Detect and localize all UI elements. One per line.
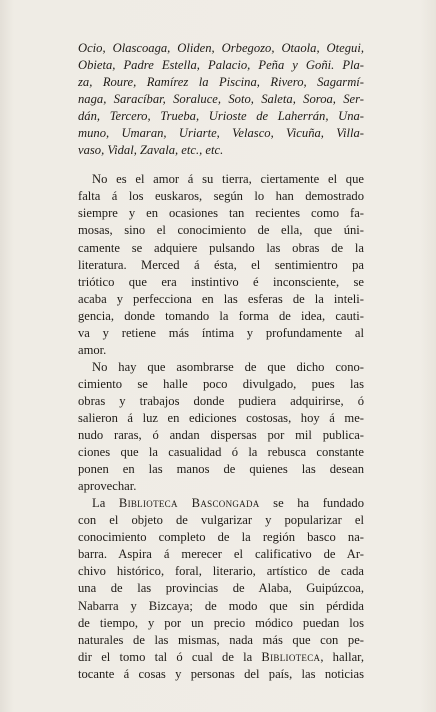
paragraph-line: salieron á luz en ediciones costosas, hoy á me-	[78, 410, 364, 425]
paragraph-line: No es el amor á su tierra, ciertamente el que	[92, 172, 364, 187]
author-list-line: Obieta, Padre Estella, Palacio, Peña y Goñi. Pla-	[78, 58, 364, 73]
paragraph-line: falta á los euskaros, según lo han demostrado	[78, 189, 364, 204]
paragraph-line: obras y trabajos donde pudiera adquirirse, ó	[78, 393, 364, 408]
paragraph-line: tocante á cosas y personas del país, las noticias	[78, 666, 364, 681]
paragraph-line: mosas, sino el conocimiento de ella, que úni-	[78, 223, 364, 238]
paragraph-line: aprovechar.	[78, 479, 137, 494]
paragraph-line: chivo histórico, foral, literario, artístico de cada	[78, 564, 364, 579]
paragraph-line: gencia, donde tomando la forma de idea, cauti-	[78, 308, 364, 323]
text-fragment: La	[92, 496, 119, 511]
paragraph-line: Nabarra y Bizcaya; de modo que sin pérdida	[78, 598, 364, 613]
paragraph-line: triótico que era instintivo é inconsciente, se	[78, 274, 364, 289]
paragraph-line: cimiento se halle poco divulgado, pues las	[78, 376, 364, 391]
series-title: Biblioteca Bascongada	[118, 496, 260, 511]
paragraph-line: camente se adquiere pulsando las obras de la	[78, 240, 364, 255]
paragraph-line: naturales de las mismas, nada más que con pe-	[78, 632, 364, 647]
author-list-line: muno, Umaran, Uriarte, Velasco, Vicuña, Villa-	[78, 126, 364, 141]
text-fragment: dir el tomo tal ó cual de la	[78, 649, 262, 664]
paragraph-line: siempre y en ocasiones tan recientes como fa-	[78, 206, 364, 221]
author-list-line: za, Roure, Ramírez la Piscina, Rivero, Sagarmí-	[78, 75, 364, 90]
paragraph-line-first	[78, 495, 364, 512]
author-list-line: vaso, Vidal, Zavala, etc., etc.	[78, 143, 224, 158]
paragraph-line: una de las provincias de Alaba, Guipúzcoa,	[78, 581, 364, 596]
paragraph-line: acaba y perfecciona en las esferas de la inteli-	[78, 291, 364, 306]
text-fragment: se ha fundado	[259, 496, 364, 511]
paragraph-line: No hay que asombrarse de que dicho cono-	[92, 359, 364, 374]
author-list-line: Ocio, Olascoaga, Oliden, Orbegozo, Otaola, Otegui,	[78, 41, 364, 55]
paragraph-2	[78, 359, 364, 495]
author-list-line: naga, Saracíbar, Soraluce, Soto, Saleta, Soroa, Ser-	[78, 92, 364, 107]
paragraph-line-penultimate	[78, 649, 364, 666]
paragraph-line: va y retiene más íntima y profundamente al	[78, 325, 364, 340]
paragraph-line: amor.	[78, 342, 107, 357]
paragraph-line: ciones que la casualidad ó la rebusca constante	[78, 445, 364, 460]
paragraph-line: nudo raras, ó andan dispersas por mil publica-	[78, 428, 364, 443]
page-text	[78, 40, 364, 683]
paragraph-3	[78, 495, 364, 683]
paragraph-line: con el objeto de vulgarizar y popularizar el	[78, 513, 364, 528]
author-list	[78, 40, 364, 159]
paragraph-line: barra. Aspira á merecer el calificativo de Ar-	[78, 547, 364, 562]
paragraph-line: ponen en las manos de quienes las desean	[78, 462, 364, 477]
paragraph-line: literatura. Merced á ésta, el sentimientro pa	[78, 257, 364, 272]
paragraph-line: conocimiento completo de la región basco na-	[78, 530, 364, 545]
author-list-line: dán, Tercero, Trueba, Urioste de Laherrán, Una-	[78, 109, 364, 124]
paragraph-1	[78, 171, 364, 359]
series-title: Biblioteca	[261, 649, 321, 664]
text-fragment: , hallar,	[320, 649, 364, 664]
paragraph-line: de tiempo, y por un precio módico puedan los	[78, 615, 364, 630]
